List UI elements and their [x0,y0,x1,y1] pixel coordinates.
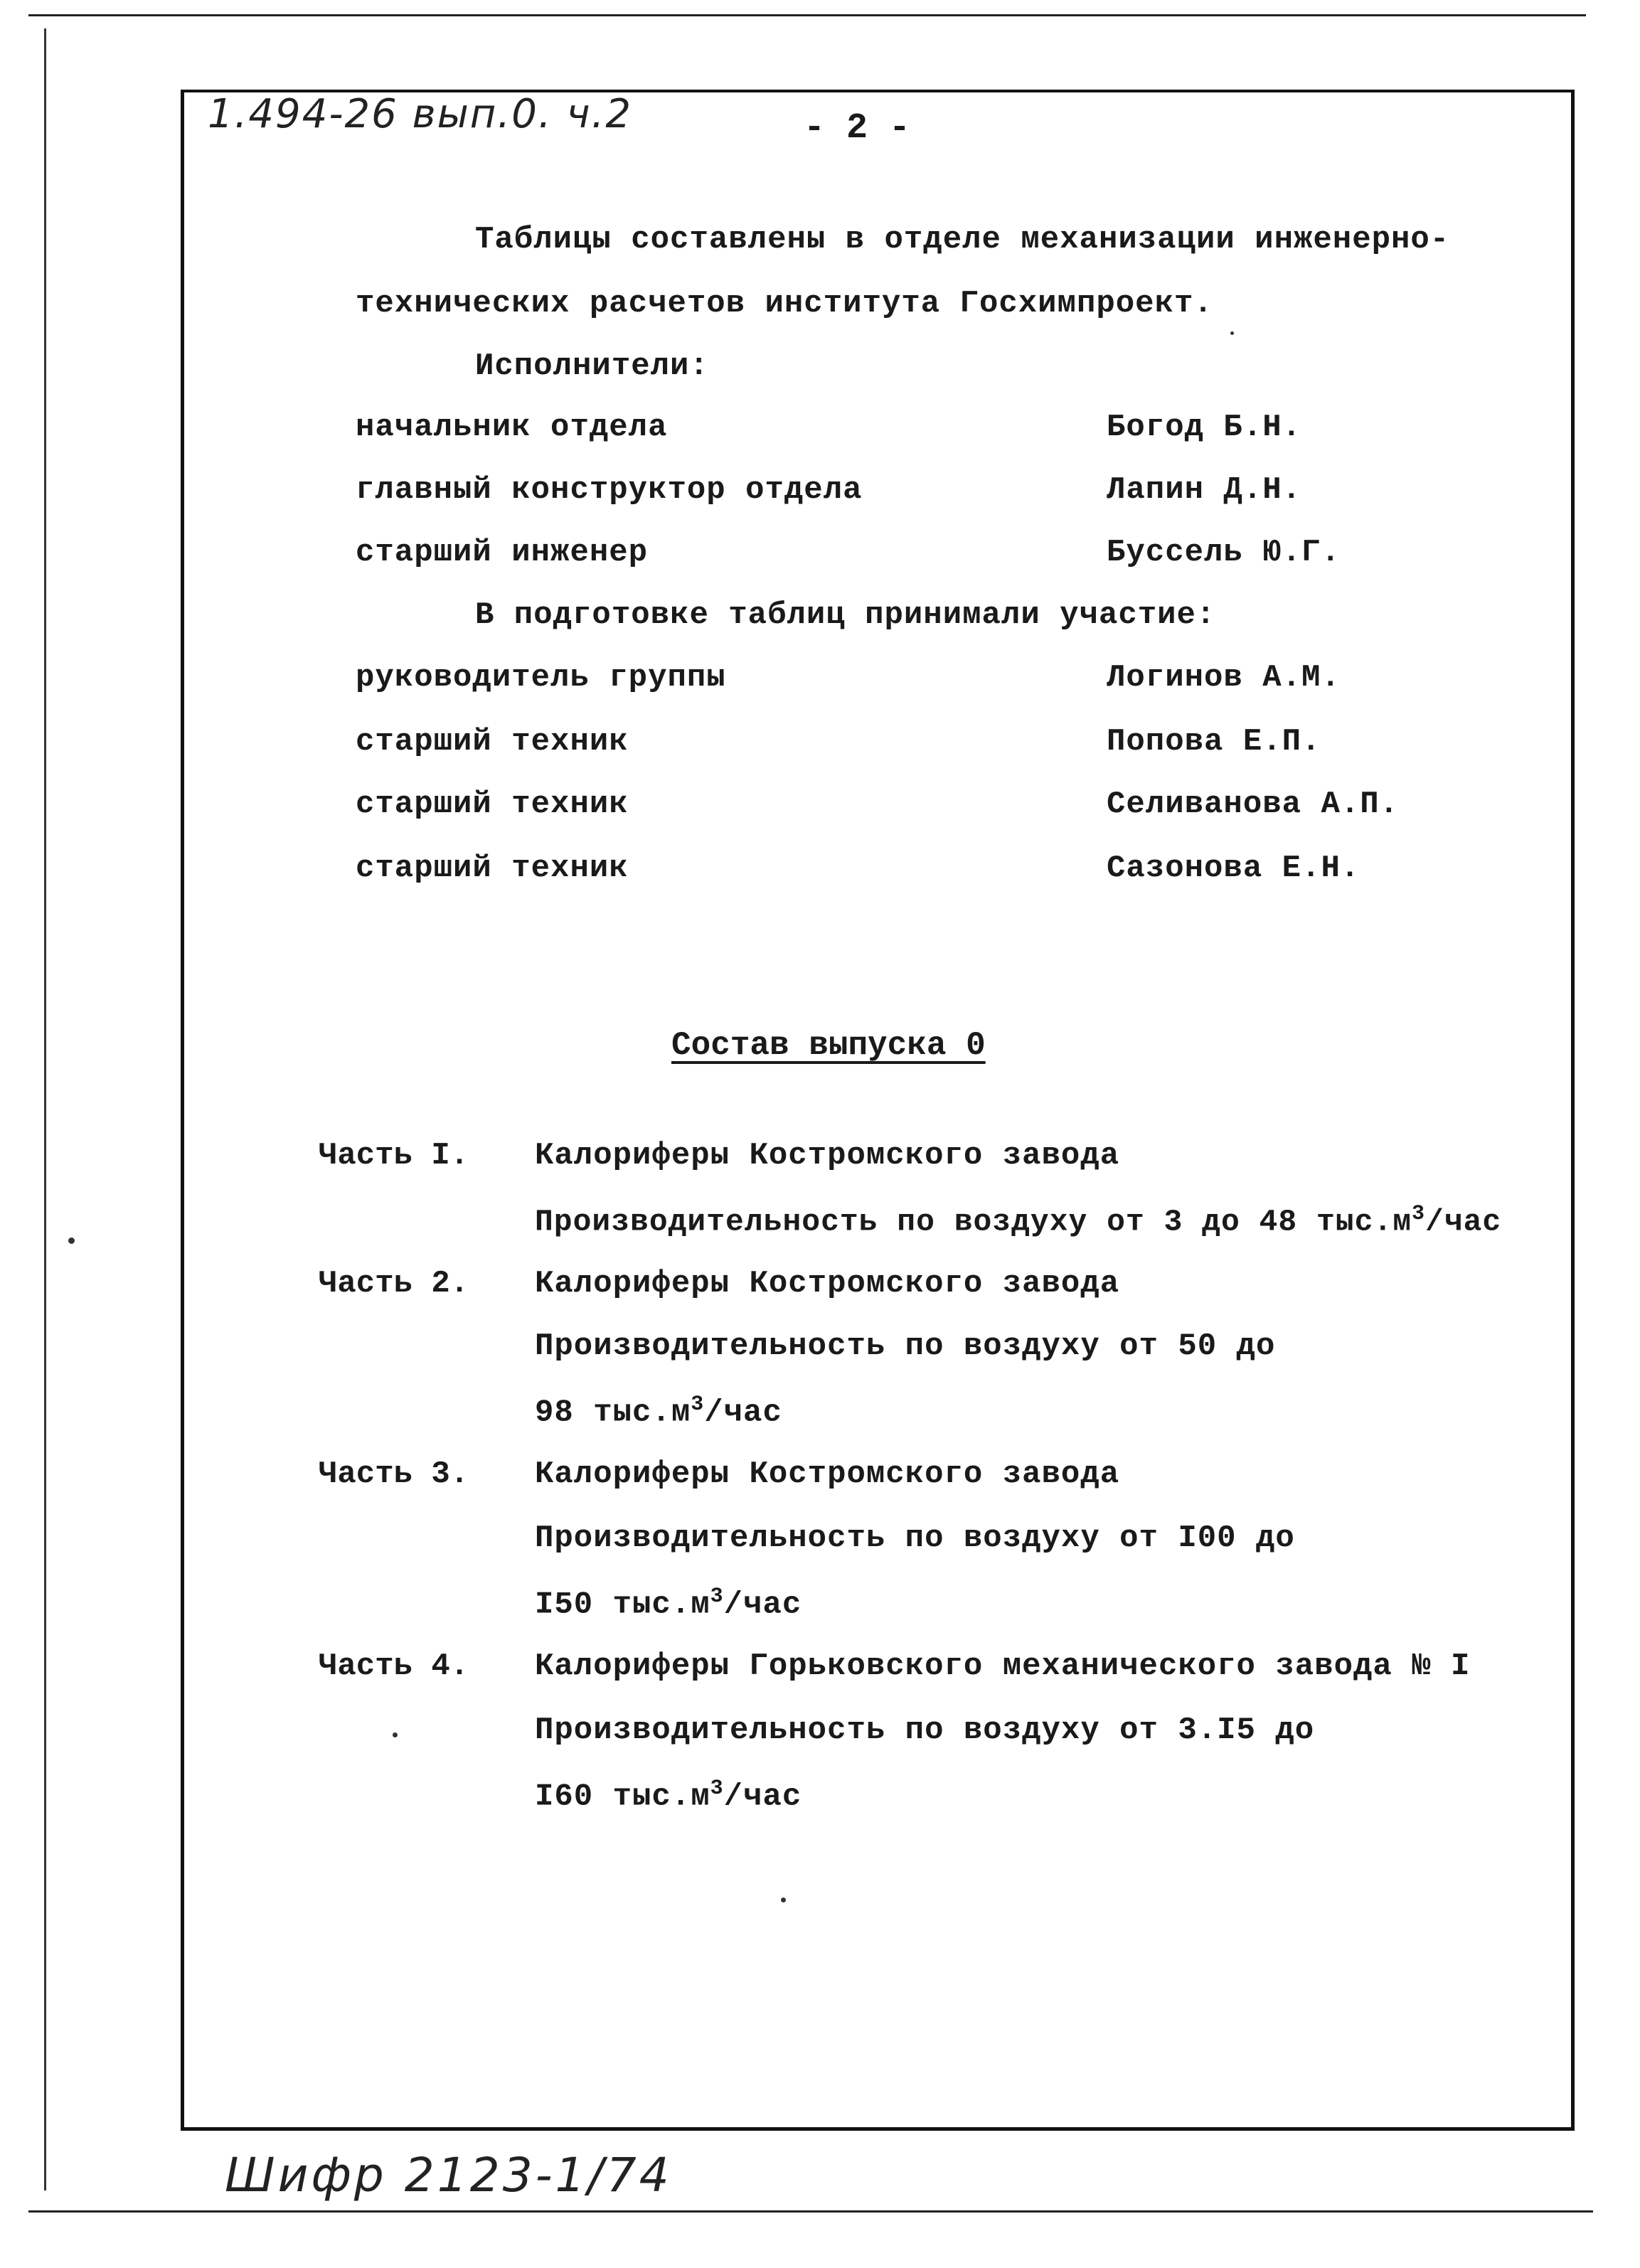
scan-speck [393,1732,398,1737]
participant-name: Селиванова А.П. [1107,787,1400,822]
contents-heading: Состав выпуска 0 [671,1027,986,1064]
page-frame [181,90,1575,2131]
part-capacity-unit-line: I50 $тыс.м^3$/час [535,1585,802,1623]
participant-name: Сазонова Е.Н. [1107,851,1361,886]
executor-name: Буссель Ю.Г. [1107,535,1341,570]
part-capacity-unit-line: I60 $тыс.м^3$/час [535,1777,802,1815]
part-title: Калориферы Костромского завода [535,1457,1120,1492]
executor-name: Лапин Д.Н. [1107,472,1302,508]
intro-line-1: Таблицы составлены в отделе механизации инженерно- [475,222,1450,257]
executor-role: начальник отдела [356,410,668,445]
participant-role: старший техник [356,724,629,760]
scan-speck [68,1237,75,1244]
scan-edge-top [28,14,1586,16]
participant-role: старший техник [356,787,629,822]
part-capacity-line: Производительность по воздуху от 50 до [535,1329,1276,1364]
part-label: Часть 4. [319,1649,469,1684]
participants-title: В подготовке таблиц принимали участие: [475,597,1216,633]
part-title: Калориферы Костромского завода [535,1266,1120,1301]
participant-name: Попова Е.П. [1107,724,1321,760]
page-number: - 2 - [804,108,911,149]
part-title: Калориферы Горьковского механического завода № I [535,1649,1471,1684]
part-capacity-unit-line: 98 $тыс.м^3$/час [535,1393,782,1431]
part-label: Часть 2. [319,1266,469,1301]
scan-speck [781,1897,786,1902]
part-capacity-line: Производительность по воздуху от 3.I5 до [535,1713,1315,1748]
participant-role: руководитель группы [356,660,726,696]
executors-title: Исполнители: [475,348,709,384]
executor-role: старший инженер [356,535,649,570]
handwritten-document-code: 1.494-26 вып.0. ч.2 [208,91,632,137]
handwritten-cipher: Шифр 2123-1/74 [225,2148,672,2203]
executor-role: главный конструктор отдела [356,472,863,508]
part-label: Часть 3. [319,1457,469,1492]
participant-role: старший техник [356,851,629,886]
part-capacity-line: Производительность по воздуху от I00 до [535,1521,1295,1556]
scan-speck [1230,331,1234,335]
scan-edge-left [44,28,46,2190]
participant-name: Логинов А.М. [1107,660,1341,696]
part-capacity-line: Производительность по воздуху от 3 до 48 $тыс.м^3$/час [535,1202,1502,1240]
part-label: Часть I. [319,1138,469,1173]
executor-name: Богод Б.Н. [1107,410,1302,445]
intro-line-2: технических расчетов института Госхимпроект. [356,286,1213,321]
scan-edge-bottom [28,2210,1593,2213]
part-title: Калориферы Костромского завода [535,1138,1120,1173]
